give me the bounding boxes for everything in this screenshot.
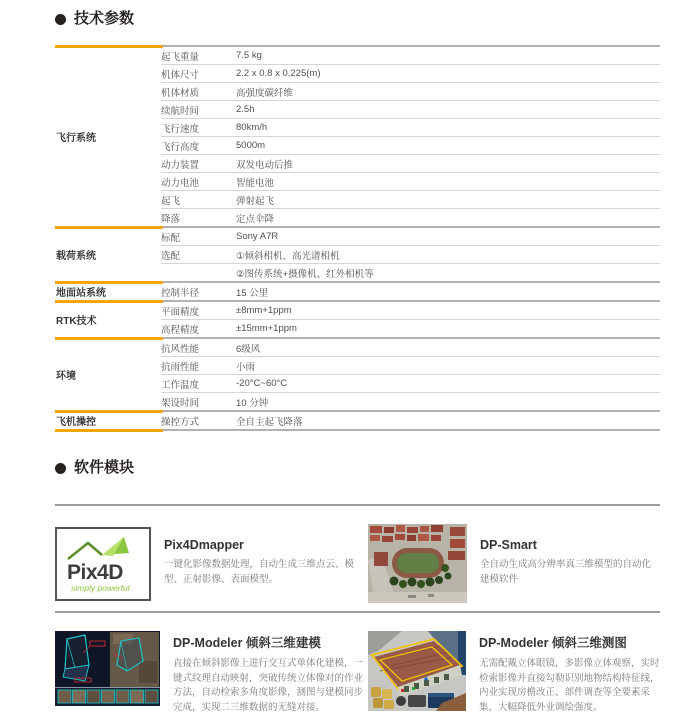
tech-section-heading (55, 10, 660, 28)
tech-category-label: 飞行系统 (56, 133, 96, 144)
param-label: 动力装置 (161, 159, 200, 171)
software-section-title: 软件模块 (74, 459, 135, 476)
param-value: 15 公里 (236, 287, 269, 299)
param-value: 6级风 (236, 343, 261, 355)
param-label: 高程精度 (161, 324, 200, 336)
table-row (161, 339, 660, 357)
table-row (161, 209, 660, 226)
pix4d-brand-text: Pix4D (67, 561, 123, 584)
dp-smart-aerial-image (368, 524, 467, 603)
table-row (161, 320, 660, 337)
table-row (161, 137, 660, 155)
param-label: 标配 (161, 232, 181, 244)
param-value: -20°C~60°C (236, 378, 288, 389)
content-column (55, 0, 660, 724)
tech-category-label: RTK技术 (56, 316, 97, 327)
param-value: 80km/h (236, 122, 268, 133)
module-dp-modeler-modeling (55, 631, 368, 716)
tech-group-flight (55, 45, 660, 226)
param-value: 10 分钟 (236, 397, 269, 409)
param-value: 弹射起飞 (236, 195, 275, 207)
dp-modeler-mapping-image (368, 631, 466, 711)
tech-group-rtk (55, 300, 660, 337)
table-row (161, 65, 660, 83)
module-title: Pix4Dmapper (164, 538, 244, 552)
module-title: DP-Modeler 倾斜三维建模 (173, 636, 321, 650)
table-row (161, 375, 660, 393)
param-value: 双发电动后推 (236, 159, 294, 171)
tech-category-label: 载荷系统 (56, 251, 96, 262)
param-label: 抗风性能 (161, 343, 200, 355)
module-dp-modeler-mapping (368, 631, 660, 716)
param-label: 起飞 (161, 195, 181, 207)
tech-section (55, 10, 660, 431)
tech-category-label: 地面站系统 (56, 288, 106, 299)
param-value: 智能电池 (236, 177, 275, 189)
param-label: 起飞重量 (161, 51, 200, 63)
table-row (161, 83, 660, 101)
tech-group-control (55, 410, 660, 429)
param-value: 2.5h (236, 104, 255, 115)
tech-table (55, 45, 660, 431)
param-value: ②图传系统+摄像机、红外相机等 (236, 268, 374, 280)
tech-group-groundstation (55, 281, 660, 300)
param-value: 2.2 x 0.8 x 0.225(m) (236, 68, 321, 79)
param-value: ①倾斜相机、高光谱相机 (236, 250, 340, 262)
param-label: 飞行高度 (161, 141, 200, 153)
table-row (161, 393, 660, 410)
tech-section-title: 技术参数 (74, 10, 135, 27)
tech-group-environment (55, 337, 660, 410)
param-value: 7.5 kg (236, 50, 262, 61)
table-row (161, 228, 660, 246)
module-description: 直接在倾斜影像上进行交互式单体化建模，一键式纹理自动映射，突破传统立体像对的作业方法，自动检索多角度影像，测图与建模同步完成，实现二三维数据的无缝对接。 (173, 658, 364, 714)
tech-group-payload (55, 226, 660, 281)
module-dp-smart (368, 524, 660, 603)
param-label: 机体材质 (161, 87, 200, 99)
software-section (55, 459, 660, 724)
param-value: ±8mm+1ppm (236, 305, 292, 316)
table-row (161, 47, 660, 65)
software-row (55, 506, 660, 613)
param-label: 飞行速度 (161, 123, 200, 135)
tech-category-label: 环境 (56, 371, 76, 382)
table-row (161, 264, 660, 281)
param-label: 平面精度 (161, 306, 200, 318)
module-description: 全自动生成高分辨率真三维模型的自动化建模软件 (480, 559, 652, 585)
dp-modeler-modeling-image (55, 631, 160, 706)
param-value: 高强度碳纤维 (236, 87, 294, 99)
table-row (161, 412, 660, 429)
pix4d-logo (55, 527, 151, 601)
section-bullet-icon (55, 14, 66, 25)
table-row (161, 173, 660, 191)
param-label: 降落 (161, 213, 181, 225)
table-row (161, 119, 660, 137)
software-row (55, 613, 660, 724)
param-value: Sony A7R (236, 231, 279, 242)
table-row (161, 155, 660, 173)
param-label: 机体尺寸 (161, 69, 200, 81)
param-label: 选配 (161, 250, 181, 262)
param-value: ±15mm+1ppm (236, 323, 297, 334)
table-row (161, 101, 660, 119)
table-row (161, 191, 660, 209)
param-value: 小雨 (236, 361, 256, 373)
module-description: 无需配戴立体眼镜，多影像立体观察，实时检索影像并直接勾勒识别地物结构特征线，内业实现房檐改正、部件调查等全要素采集，大幅降低外业调绘强度。 (479, 658, 660, 714)
tech-category-label: 飞机操控 (56, 417, 96, 428)
param-label: 动力电池 (161, 177, 200, 189)
pix4d-tagline-text: simply powerful (71, 583, 130, 593)
param-value: 全自主起飞降落 (236, 416, 303, 428)
module-pix4dmapper (55, 524, 368, 603)
module-title: DP-Modeler 倾斜三维测图 (479, 636, 627, 650)
module-description: 一键化影像数据处理，自动生成三维点云、模型、正射影像、表面模型。 (164, 559, 355, 585)
table-row (161, 357, 660, 375)
param-label: 工作温度 (161, 379, 200, 391)
param-label: 续航时间 (161, 105, 200, 117)
table-row (161, 283, 660, 300)
module-title: DP-Smart (480, 538, 537, 552)
table-row (161, 302, 660, 320)
param-label: 操控方式 (161, 416, 200, 428)
param-value: 5000m (236, 140, 266, 151)
param-label: 控制半径 (161, 287, 200, 299)
param-value: 定点伞降 (236, 213, 275, 225)
param-label: 架设时间 (161, 397, 200, 409)
param-label: 抗雨性能 (161, 361, 200, 373)
table-bottom-rule (55, 429, 660, 431)
pix4d-logo-graphic (60, 532, 146, 596)
table-row (161, 246, 660, 264)
section-bullet-icon (55, 463, 66, 474)
software-section-heading (55, 459, 660, 477)
